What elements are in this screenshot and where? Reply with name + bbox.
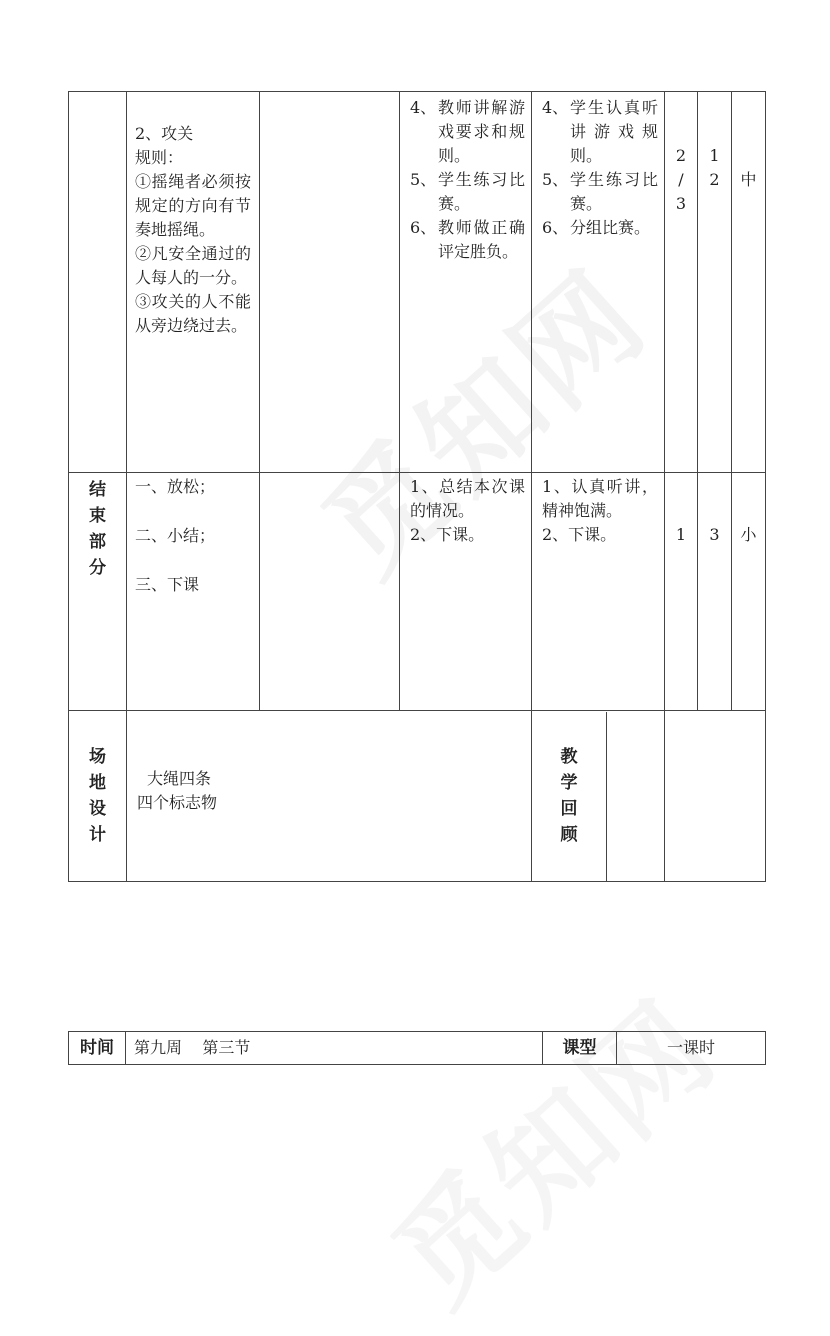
list-item: 5、 学生练习比赛。 (542, 170, 658, 213)
list-item: 4、 教师讲解游戏要求和规则。 (410, 98, 525, 165)
ending-row (69, 473, 766, 711)
time-value: 第九周 第三节 (126, 1032, 543, 1065)
list-item: 4、 学生认真听讲游戏规则。 (542, 98, 658, 165)
venue-content (127, 711, 532, 882)
section-label: 结 束 部 分 (69, 473, 127, 711)
student-activity-cell (532, 473, 665, 711)
count-cell: 1 (665, 473, 698, 711)
venue-row (69, 711, 766, 882)
type-value: 一课时 (617, 1032, 766, 1065)
type-label: 课型 (543, 1032, 617, 1065)
list-item: 2、下课。 (410, 525, 485, 544)
lesson-plan-table (68, 91, 766, 882)
list-item: 6、 分组比赛。 (542, 218, 651, 237)
intensity-cell: 中 (732, 92, 766, 473)
review-label-text: 教 学 回 顾 (532, 712, 607, 881)
content-line: 一、放松； (135, 477, 216, 496)
venue-label: 场 地 设 计 (69, 711, 127, 882)
section-cell (69, 92, 127, 473)
student-activity-cell (532, 92, 665, 473)
list-item: 1、认真听讲，精神饱满。 (542, 477, 658, 520)
content-line: 2、攻关 (135, 124, 194, 143)
content-cell (127, 92, 260, 473)
review-label (532, 711, 665, 882)
time-cell: 3 (698, 473, 732, 711)
teacher-activity-cell (400, 473, 532, 711)
content-line: ①摇绳者必须按规定的方向有节奏地摇绳。 (135, 172, 251, 239)
content-line: ③攻关的人不能从旁边绕过去。 (135, 292, 251, 335)
list-item: 6、 教师做正确评定胜负。 (410, 218, 525, 261)
list-item: 2、下课。 (542, 525, 617, 544)
list-item: 1、总结本次课的情况。 (410, 477, 525, 520)
content-cell (127, 473, 260, 711)
list-item: 5、 学生练习比赛。 (410, 170, 525, 213)
organization-cell (260, 92, 400, 473)
intensity-cell: 小 (732, 473, 766, 711)
lesson-info-table (68, 1031, 766, 1065)
count-cell: 2 / 3 (665, 92, 698, 473)
time-cell: 1 2 (698, 92, 732, 473)
content-line: 四个标志物 (137, 793, 218, 812)
time-label: 时间 (69, 1032, 126, 1065)
game-row (69, 92, 766, 473)
review-content (665, 711, 766, 882)
watermark (351, 956, 747, 1336)
content-line: 大绳四条 (147, 769, 212, 788)
content-line: 三、下课 (135, 575, 200, 594)
content-line: 规则： (135, 148, 184, 167)
content-line: ②凡安全通过的人每人的一分。 (135, 244, 251, 287)
content-line: 二、小结； (135, 526, 216, 545)
organization-cell (260, 473, 400, 711)
teacher-activity-cell (400, 92, 532, 473)
